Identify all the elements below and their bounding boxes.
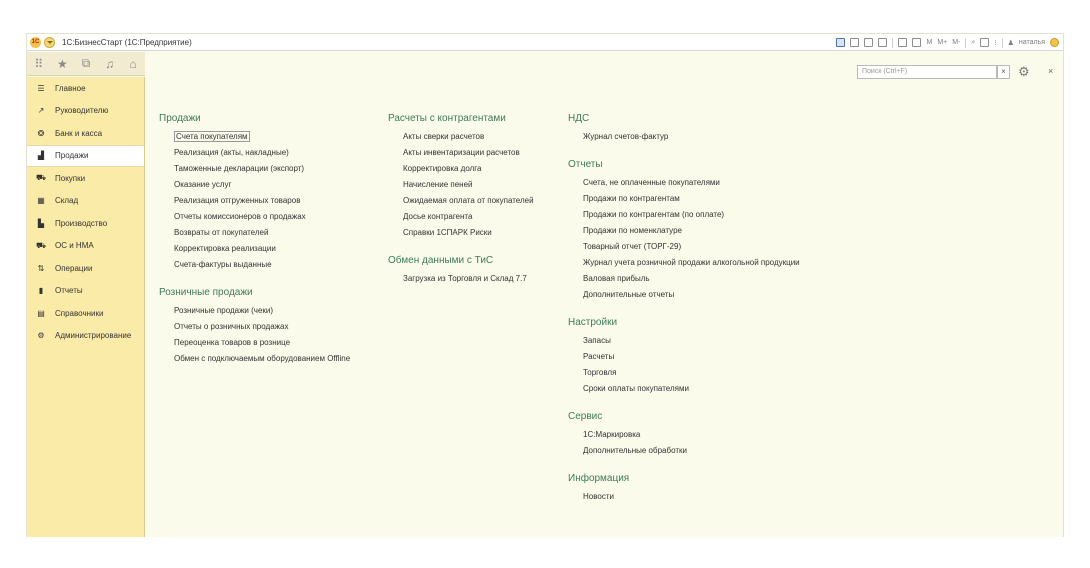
command-link[interactable]: [159, 129, 350, 145]
sidebar-item-label: Операции: [55, 263, 93, 273]
memory-button-m[interactable]: M: [926, 39, 933, 46]
column-2: [388, 111, 534, 287]
command-link[interactable]: [388, 129, 534, 145]
upload-icon[interactable]: [864, 38, 873, 47]
command-link[interactable]: [159, 319, 350, 335]
command-link-label: Оказание услуг: [174, 180, 232, 189]
column-3: [568, 111, 800, 505]
1c-logo-icon[interactable]: 1С: [30, 37, 41, 48]
title-bar: [27, 34, 1063, 51]
history-icon[interactable]: ⧉: [81, 56, 91, 70]
command-link[interactable]: [568, 427, 800, 443]
command-link-label: Переоценка товаров в рознице: [174, 338, 291, 347]
search-icon[interactable]: ⌕: [971, 38, 976, 46]
section-title: Розничные продажи: [159, 287, 253, 298]
gear-icon: ⚙: [37, 331, 45, 341]
command-link-label: 1С:Маркировка: [583, 430, 641, 439]
sidebar-item[interactable]: [27, 100, 144, 123]
command-link-label: Расчеты: [583, 352, 615, 361]
connections-icon[interactable]: ⁝: [994, 39, 997, 47]
sidebar-item[interactable]: [27, 190, 144, 213]
spacer: [568, 397, 800, 409]
command-link-label: Начисление пеней: [403, 180, 473, 189]
command-link[interactable]: [159, 303, 350, 319]
command-link-label: Журнал учета розничной продажи алкогольной продукции: [583, 258, 800, 267]
command-link[interactable]: [159, 257, 350, 273]
section-content: [145, 52, 1063, 537]
sidebar-item[interactable]: [27, 302, 144, 325]
calendar-icon[interactable]: [912, 38, 921, 47]
command-link[interactable]: [388, 145, 534, 161]
operations-icon: ⇅: [37, 263, 45, 273]
spacer: [568, 459, 800, 471]
command-link-label: Товарный отчет (ТОРГ-29): [583, 242, 682, 251]
section-title: НДС: [568, 113, 590, 124]
command-link[interactable]: [568, 129, 800, 145]
coins-icon: ❂: [37, 128, 45, 138]
app-window: [26, 33, 1064, 537]
favorites-star-icon[interactable]: ★: [57, 56, 68, 71]
command-link[interactable]: [388, 271, 534, 287]
menu-lines-icon: ☰: [37, 83, 45, 93]
command-link[interactable]: [159, 145, 350, 161]
command-link[interactable]: [388, 161, 534, 177]
command-link-label: Запасы: [583, 336, 611, 345]
separator: [1002, 38, 1003, 48]
command-link-label: Загрузка из Торговля и Склад 7.7: [403, 274, 527, 283]
save-icon[interactable]: [836, 38, 845, 47]
command-link[interactable]: [568, 239, 800, 255]
command-link-label: Таможенные декларации (экспорт): [174, 164, 305, 173]
section-title: Сервис: [568, 411, 603, 422]
command-link[interactable]: [388, 225, 534, 241]
command-link-label: Журнал счетов-фактур: [583, 132, 669, 141]
section-title: Настройки: [568, 317, 618, 328]
spacer: [159, 273, 350, 285]
command-link[interactable]: [159, 241, 350, 257]
factory-icon: ▙: [37, 218, 45, 228]
command-link-label: Справки 1СПАРК Риски: [403, 228, 492, 237]
command-link[interactable]: [568, 381, 800, 397]
command-link-label: Досье контрагента: [403, 212, 473, 221]
print-icon[interactable]: [850, 38, 859, 47]
command-link-label: Корректировка долга: [403, 164, 482, 173]
truck-icon: ⛟: [35, 240, 47, 250]
memory-button-m-minus[interactable]: M-: [952, 39, 961, 46]
command-link[interactable]: [568, 191, 800, 207]
command-link[interactable]: [159, 193, 350, 209]
section-title: Отчеты: [568, 159, 603, 170]
sidebar-item-label: Справочники: [55, 308, 104, 318]
book-icon: ▤: [37, 308, 45, 318]
command-link-label: Ожидаемая оплата от покупателей: [403, 196, 534, 205]
command-link[interactable]: [568, 207, 800, 223]
calculator-icon[interactable]: [898, 38, 907, 47]
command-link[interactable]: [388, 193, 534, 209]
command-link[interactable]: [159, 225, 350, 241]
user-icon: ♟: [1007, 39, 1014, 47]
command-link[interactable]: [159, 177, 350, 193]
titlebar-tools: [836, 36, 1059, 49]
sidebar-item-label: Руководителю: [55, 106, 109, 116]
command-link-label: Отчеты комиссионеров о продажах: [174, 212, 306, 221]
command-link-label: Счета покупателям: [176, 132, 248, 141]
sidebar-item[interactable]: [27, 212, 144, 235]
memory-button-m-plus[interactable]: M+: [937, 39, 948, 46]
sections-sidebar: [27, 77, 145, 537]
sidebar-item[interactable]: [27, 167, 144, 190]
search-input[interactable]: Поиск (Ctrl+F): [857, 65, 997, 79]
shopping-bag-icon: ▟: [37, 151, 45, 161]
sidebar-item-label: Производство: [55, 218, 108, 228]
sidebar-item[interactable]: [27, 122, 144, 145]
info-icon[interactable]: [1050, 38, 1059, 47]
sidebar-item[interactable]: [27, 77, 144, 100]
sidebar-item-label: Склад: [55, 196, 79, 206]
command-link[interactable]: [568, 271, 800, 287]
spacer: [568, 145, 800, 157]
command-link[interactable]: [568, 223, 800, 239]
section-title: Обмен данными с ТиС: [388, 255, 494, 266]
command-link-label: Реализация (акты, накладные): [174, 148, 289, 157]
command-link-label: Корректировка реализации: [174, 244, 276, 253]
command-link-label: Валовая прибыль: [583, 274, 650, 283]
command-link-label: Возвраты от покупателей: [174, 228, 269, 237]
sidebar-item-label: Банк и касса: [55, 128, 103, 138]
command-link-label: Торговля: [583, 368, 617, 377]
separator: [965, 38, 966, 48]
command-link-label: Продажи по номенклатуре: [583, 226, 682, 235]
command-link-label: Счета, не оплаченные покупателями: [583, 178, 720, 187]
command-link[interactable]: [568, 443, 800, 459]
sidebar-item-label: Администрирование: [55, 331, 132, 341]
command-link-label: Дополнительные отчеты: [583, 290, 675, 299]
command-link-label: Сроки оплаты покупателями: [583, 384, 689, 393]
sidebar-item[interactable]: [27, 257, 144, 280]
chart-trend-icon: ↗: [37, 106, 45, 116]
command-link[interactable]: [568, 333, 800, 349]
command-link[interactable]: [568, 349, 800, 365]
command-link-label: Счета-фактуры выданные: [174, 260, 272, 269]
command-link-label: Отчеты о розничных продажах: [174, 322, 289, 331]
command-link-label: Акты инвентаризации расчетов: [403, 148, 520, 157]
preview-icon[interactable]: [878, 38, 887, 47]
search-clear-button[interactable]: ×: [997, 65, 1010, 79]
warehouse-icon: ▦: [37, 196, 45, 206]
cart-icon: ⛟: [35, 173, 47, 183]
command-link-label: Продажи по контрагентам: [583, 194, 680, 203]
column-1: [159, 111, 350, 367]
separator: [892, 38, 893, 48]
command-link[interactable]: [159, 335, 350, 351]
sidebar-item-label: Главное: [55, 83, 86, 93]
home-icon[interactable]: ⌂: [129, 56, 137, 71]
command-link-label: Розничные продажи (чеки): [174, 306, 274, 315]
command-link[interactable]: [388, 209, 534, 225]
command-link-label: Реализация отгруженных товаров: [174, 196, 301, 205]
command-link-label: Дополнительные обработки: [583, 446, 687, 455]
command-link[interactable]: [568, 287, 800, 303]
command-link[interactable]: [388, 177, 534, 193]
sidebar-item-label: Продажи: [55, 151, 89, 161]
spacer: [568, 303, 800, 315]
apps-grid-icon[interactable]: ⠿: [34, 56, 44, 71]
command-link-label: Акты сверки расчетов: [403, 132, 485, 141]
sidebar-item[interactable]: [27, 325, 144, 348]
command-link-label: Обмен с подключаемым оборудованием Offline: [174, 354, 351, 363]
command-link-label: Новости: [583, 492, 614, 501]
section-title: Расчеты с контрагентами: [388, 113, 506, 124]
window-icon[interactable]: [980, 38, 989, 47]
main-menu-button[interactable]: [44, 37, 55, 48]
panel-tools: [27, 52, 145, 76]
bar-chart-icon: ▮: [38, 286, 44, 296]
command-link[interactable]: [568, 365, 800, 381]
command-link[interactable]: [568, 175, 800, 191]
section-title: Информация: [568, 473, 630, 484]
sidebar-item[interactable]: [27, 280, 144, 303]
section-title: Продажи: [159, 113, 201, 124]
command-link[interactable]: [159, 351, 350, 367]
sidebar-item-label: Отчеты: [55, 286, 83, 296]
sidebar-item[interactable]: [27, 145, 144, 168]
command-link[interactable]: [159, 209, 350, 225]
settings-gear-icon[interactable]: ⚙: [1018, 64, 1030, 79]
window-title: 1С:БизнесСтарт (1С:Предприятие): [62, 38, 192, 47]
sidebar-item[interactable]: [27, 235, 144, 258]
command-link-label: Продажи по контрагентам (по оплате): [583, 210, 725, 219]
command-link[interactable]: [568, 489, 800, 505]
command-link[interactable]: [159, 161, 350, 177]
command-link[interactable]: [568, 255, 800, 271]
notifications-bell-icon[interactable]: ♫: [105, 56, 115, 71]
user-name[interactable]: наталья: [1018, 39, 1045, 46]
sidebar-item-label: Покупки: [55, 173, 86, 183]
spacer: [388, 241, 534, 253]
close-icon[interactable]: ×: [1048, 66, 1054, 76]
sidebar-item-label: ОС и НМА: [55, 241, 94, 251]
